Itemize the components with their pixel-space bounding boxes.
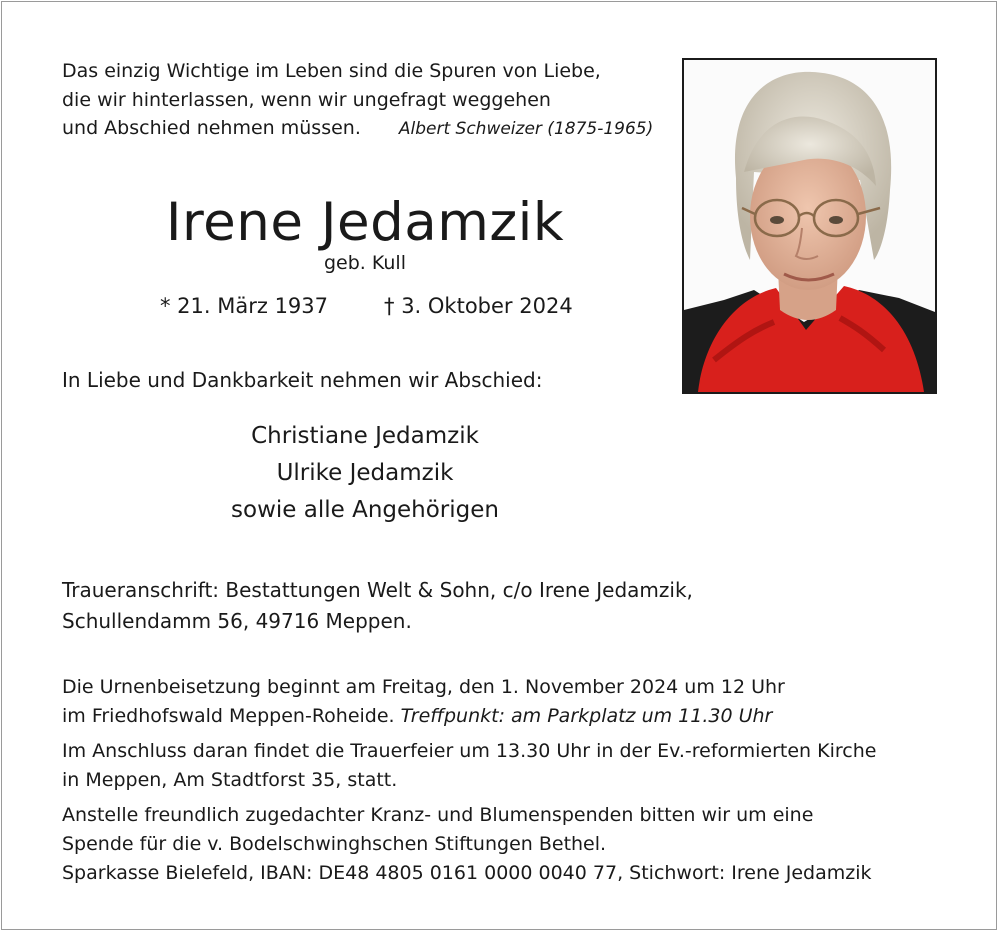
mourning-address [62, 575, 693, 637]
ceremony-line-1: Im Anschluss daran findet die Trauerfeier um 13.30 Uhr in der Ev.-reformierten Kirche [62, 740, 877, 762]
life-dates [160, 294, 573, 318]
quote-line-2: die wir hinterlassen, wenn wir ungefragt weggehen [62, 88, 551, 111]
quote-line-1: Das einzig Wichtige im Leben sind die Spuren von Liebe, [62, 60, 601, 82]
mourner-2: Ulrike Jedamzik [276, 460, 454, 486]
ceremony-info [62, 737, 876, 795]
quote-line-3 [62, 114, 653, 144]
mourner-3: sowie alle Angehörigen [231, 497, 499, 523]
meeting-point: Treffpunkt: am Parkplatz um 11.30 Uhr [400, 705, 773, 727]
portrait-photo [682, 58, 937, 394]
donation-line-2: Spende für die v. Bodelschwinghschen Stiftungen Bethel. [62, 833, 607, 855]
donation-info [62, 801, 872, 888]
deceased-name: Irene Jedamzik [165, 192, 565, 253]
address-line-1: Traueranschrift: Bestattungen Welt & Sohn, c/o Irene Jedamzik, [62, 578, 693, 602]
burial-info [62, 673, 785, 731]
mourners-list [0, 418, 730, 529]
burial-line-1: Die Urnenbeisetzung beginnt am Freitag, den 1. November 2024 um 12 Uhr [62, 676, 785, 698]
portrait-illustration [684, 60, 935, 392]
burial-line-2: im Friedhofswald Meppen-Roheide. [62, 705, 395, 727]
burial-line-2-wrap [62, 702, 785, 731]
birth-date: * 21. März 1937 [160, 294, 329, 318]
ceremony-line-2: in Meppen, Am Stadtforst 35, statt. [62, 769, 398, 791]
quote-author: Albert Schweizer (1875-1965) [398, 119, 654, 139]
born-name: geb. Kull [323, 252, 406, 274]
address-line-2: Schullendamm 56, 49716 Meppen. [62, 609, 412, 633]
death-date: † 3. Oktober 2024 [384, 294, 573, 318]
donation-line-3: Sparkasse Bielefeld, IBAN: DE48 4805 0161 0000 0040 77, Stichwort: Irene Jedamzik [62, 862, 872, 884]
donation-line-1: Anstelle freundlich zugedachter Kranz- und Blumenspenden bitten wir um eine [62, 804, 814, 826]
mourners-intro: In Liebe und Dankbarkeit nehmen wir Abschied: [62, 368, 543, 392]
mourner-1: Christiane Jedamzik [251, 423, 479, 449]
quote-block [62, 57, 653, 144]
quote-line-3-text: und Abschied nehmen müssen. [62, 117, 361, 139]
